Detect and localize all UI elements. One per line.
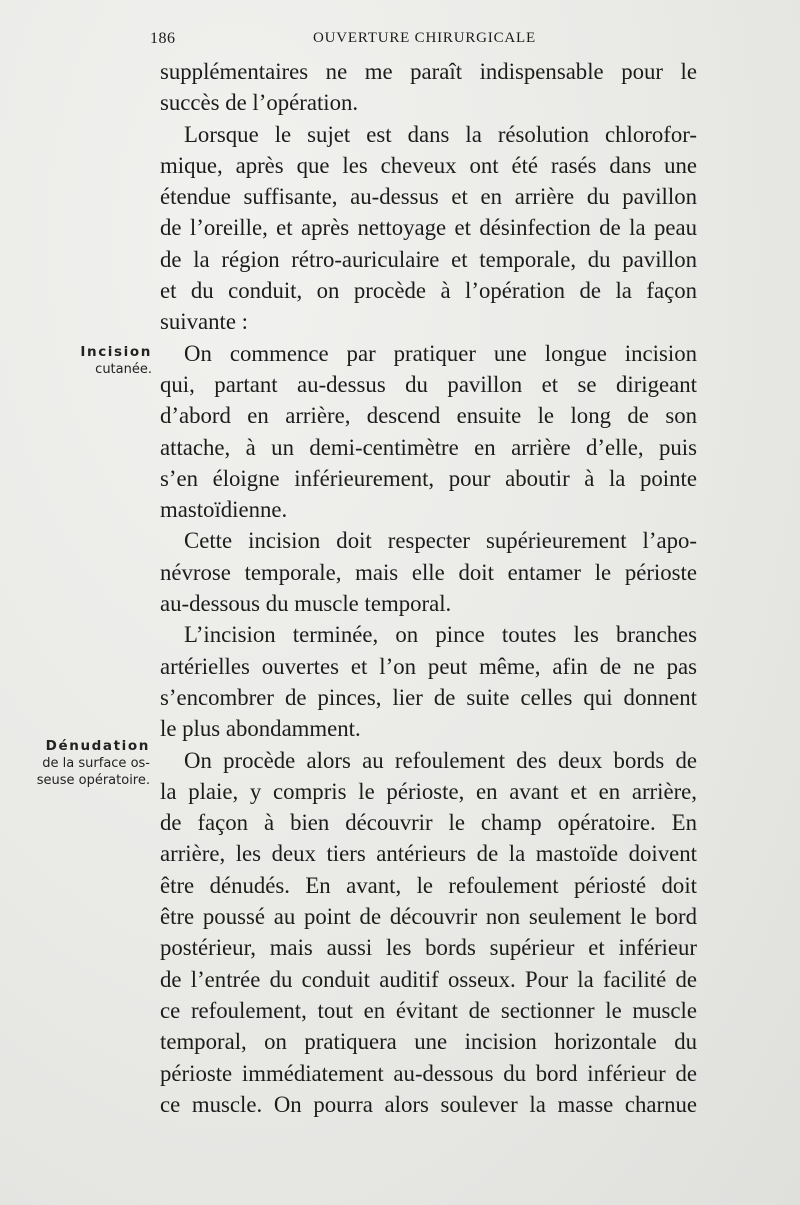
text-line: qui, partant au-dessus du pavillon et se dirigeant — [160, 371, 697, 397]
text-line: de façon à bien découvrir le champ opératoire. En — [160, 810, 697, 836]
text-line: suivante : — [160, 309, 249, 335]
text-line: d’abord en arrière, descend ensuite le long de son — [160, 403, 697, 429]
text-line: et du conduit, on procède à l’opération de la façon — [160, 278, 697, 304]
text-line: de la région rétro-auriculaire et temporale, du pavillon — [160, 246, 697, 272]
margin-note-line: seuse opératoire. — [36, 773, 150, 788]
text-line: ce muscle. On pourra alors soulever la masse charnue — [160, 1091, 697, 1117]
text-line: ce refoulement, tout en évitant de sectionner le muscle — [160, 997, 697, 1023]
text-line: artérielles ouvertes et l’on peut même, afin de ne pas — [160, 653, 697, 679]
margin-note-denudation — [0, 738, 150, 789]
text-line: mastoïdienne. — [160, 497, 288, 523]
margin-note-line: Dénudation — [45, 738, 150, 754]
text-line: succès de l’opération. — [160, 90, 359, 116]
body-text — [160, 56, 697, 1120]
text-line: L’incision terminée, on pince toutes les branches — [184, 622, 697, 648]
text-line: Cette incision doit respecter supérieurement l’apo- — [184, 528, 697, 554]
text-line: étendue suffisante, au-dessus et en arrière du pavillon — [160, 184, 697, 210]
text-line: de l’entrée du conduit auditif osseux. Pour la facilité de — [160, 966, 697, 992]
margin-note-incision — [22, 344, 152, 378]
text-line: supplémentaires ne me paraît indispensable pour le — [160, 59, 697, 84]
text-line: On commence par pratiquer une longue incision — [184, 340, 697, 366]
text-line: postérieur, mais aussi les bords supérieur et inférieur — [160, 935, 697, 961]
running-head: OUVERTURE CHIRURGICALE — [313, 30, 536, 46]
text-line: s’encombrer de pinces, lier de suite celles qui donnent — [160, 684, 697, 710]
page-header — [150, 28, 695, 54]
text-line: la plaie, y compris le périoste, en avant et en arrière, — [160, 778, 697, 804]
text-line: s’en éloigne inférieurement, pour aboutir à la pointe — [160, 465, 697, 491]
text-line: arrière, les deux tiers antérieurs de la mastoïde doivent — [160, 841, 697, 867]
text-line: être dénudés. En avant, le refoulement périosté doit — [160, 872, 697, 898]
text-line: Lorsque le sujet est dans la résolution chlorofor- — [184, 121, 697, 147]
margin-note-line: Incision — [80, 344, 152, 360]
margin-note-line: de la surface os- — [42, 756, 150, 771]
text-line: névrose temporale, mais elle doit entamer le périoste — [160, 559, 697, 585]
text-line: attache, à un demi-centimètre en arrière d’elle, puis — [160, 434, 697, 460]
margin-note-line: cutanée. — [95, 362, 152, 377]
text-line: On procède alors au refoulement des deux bords de — [184, 747, 697, 773]
text-line: mique, après que les cheveux ont été rasés dans une — [160, 152, 697, 178]
text-line: périoste immédiatement au-dessous du bord inférieur de — [160, 1060, 697, 1086]
text-line: le plus abondamment. — [160, 716, 361, 742]
text-line: temporal, on pratiquera une incision horizontale du — [160, 1029, 697, 1055]
text-line: de l’oreille, et après nettoyage et désinfection de la peau — [160, 215, 697, 241]
text-line: au-dessous du muscle temporal. — [160, 591, 452, 617]
text-line: être poussé au point de découvrir non seulement le bord — [160, 904, 697, 930]
page-number: 186 — [150, 30, 176, 47]
